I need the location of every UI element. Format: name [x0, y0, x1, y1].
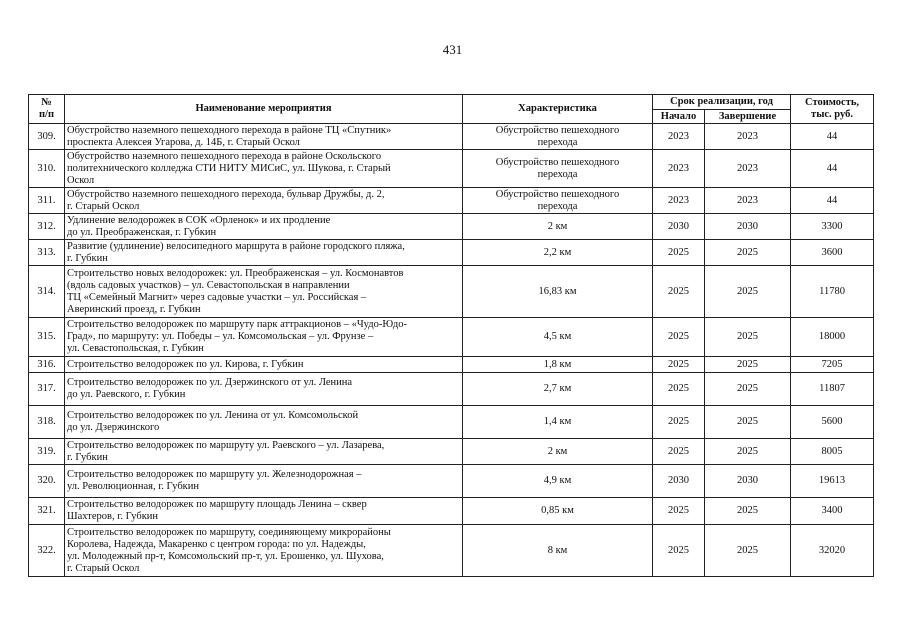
measure-name — [65, 439, 463, 465]
characteristic-line: перехода — [537, 168, 578, 180]
end-year: 2023 — [705, 124, 791, 150]
characteristic — [463, 498, 653, 525]
row-number: 314. — [29, 266, 65, 318]
header-start: Начало — [653, 110, 705, 124]
measure-name-line: Обустройство наземного пешеходного перехода, бульвар Дружбы, д. 2, — [67, 188, 385, 200]
end-year: 2025 — [705, 318, 791, 357]
end-year: 2025 — [705, 525, 791, 577]
cost-value: 8005 — [791, 439, 874, 465]
end-year: 2030 — [705, 465, 791, 498]
header-cost: Стоимость, тыс. руб. — [791, 95, 874, 124]
table-row — [29, 498, 874, 525]
row-number: 321. — [29, 498, 65, 525]
measure-name — [65, 357, 463, 373]
characteristic — [463, 150, 653, 188]
characteristic-line: 1,4 км — [543, 416, 572, 427]
measure-name-line: Обустройство наземного пешеходного перехода в районе ТЦ «Спутник» — [67, 124, 392, 136]
start-year: 2025 — [653, 498, 705, 525]
table-row — [29, 465, 874, 498]
cost-value: 5600 — [791, 406, 874, 439]
measure-name-line: до ул. Дзержинского — [67, 422, 160, 433]
cost-value: 18000 — [791, 318, 874, 357]
cost-value: 3300 — [791, 214, 874, 240]
measure-name-line: Строительство велодорожек по маршруту ул. Железнодорожная – — [67, 469, 362, 480]
characteristic-line: 16,83 км — [538, 285, 577, 297]
header-end: Завершение — [705, 110, 791, 124]
table-row — [29, 214, 874, 240]
start-year: 2023 — [653, 150, 705, 188]
table-row — [29, 357, 874, 373]
measure-name-line: Строительство новых велодорожек: ул. Преображенская – ул. Космонавтов — [67, 267, 404, 279]
measure-name — [65, 124, 463, 150]
characteristic — [463, 357, 653, 373]
measure-name — [65, 188, 463, 214]
characteristic — [463, 188, 653, 214]
measure-name — [65, 266, 463, 318]
measure-name-line: политехнического колледжа СТИ НИТУ МИСиС, ул. Шукова, г. Старый — [67, 162, 391, 174]
measure-name — [65, 150, 463, 188]
measure-name-line: Обустройство наземного пешеходного перехода в районе Оскольского — [67, 150, 382, 162]
start-year: 2023 — [653, 188, 705, 214]
end-year: 2025 — [705, 439, 791, 465]
row-number: 315. — [29, 318, 65, 357]
characteristic-line: 4,9 км — [543, 475, 572, 486]
end-year: 2023 — [705, 150, 791, 188]
characteristic-line: 1,8 км — [543, 358, 572, 370]
characteristic — [463, 439, 653, 465]
measure-name — [65, 240, 463, 266]
characteristic — [463, 318, 653, 357]
measures-table — [28, 94, 874, 577]
cost-value: 44 — [791, 150, 874, 188]
end-year: 2025 — [705, 240, 791, 266]
measure-name — [65, 498, 463, 525]
header-num: № п/п — [29, 95, 65, 124]
table-row — [29, 188, 874, 214]
end-year: 2025 — [705, 357, 791, 373]
characteristic — [463, 525, 653, 577]
table-row — [29, 150, 874, 188]
row-number: 311. — [29, 188, 65, 214]
table-row — [29, 439, 874, 465]
measure-name — [65, 465, 463, 498]
start-year: 2025 — [653, 357, 705, 373]
end-year: 2025 — [705, 406, 791, 439]
measure-name-line: ТЦ «Семейный Магнит» через садовые участки – ул. Российская – — [67, 291, 367, 303]
characteristic — [463, 240, 653, 266]
row-number: 322. — [29, 525, 65, 577]
table-row — [29, 373, 874, 406]
measure-name-line: г. Старый Оскол — [67, 562, 140, 574]
row-number: 316. — [29, 357, 65, 373]
start-year: 2025 — [653, 373, 705, 406]
measure-name-line: г. Старый Оскол — [67, 200, 140, 212]
header-period: Срок реализации, год — [653, 95, 791, 110]
start-year: 2025 — [653, 439, 705, 465]
measure-name-line: проспекта Алексея Угарова, д. 14Б, г. Старый Оскол — [67, 136, 300, 148]
row-number: 310. — [29, 150, 65, 188]
measure-name-line: г. Губкин — [67, 451, 108, 463]
row-number: 312. — [29, 214, 65, 240]
characteristic — [463, 124, 653, 150]
cost-value: 3400 — [791, 498, 874, 525]
row-number: 313. — [29, 240, 65, 266]
measure-name — [65, 373, 463, 406]
measure-name-line: до ул. Раевского, г. Губкин — [67, 389, 186, 400]
header-characteristic: Характеристика — [463, 95, 653, 124]
characteristic-line: 0,85 км — [541, 505, 574, 516]
cost-value: 11807 — [791, 373, 874, 406]
end-year: 2025 — [705, 373, 791, 406]
measure-name — [65, 318, 463, 357]
measure-name-line: Оскол — [67, 174, 95, 186]
start-year: 2025 — [653, 406, 705, 439]
characteristic — [463, 465, 653, 498]
cost-value: 19613 — [791, 465, 874, 498]
header-name: Наименование мероприятия — [65, 95, 463, 124]
row-number: 320. — [29, 465, 65, 498]
characteristic-line: Обустройство пешеходного — [495, 156, 620, 168]
cost-value: 3600 — [791, 240, 874, 266]
characteristic-line: 4,5 км — [543, 331, 572, 342]
row-number: 318. — [29, 406, 65, 439]
measure-name — [65, 525, 463, 577]
start-year: 2025 — [653, 318, 705, 357]
characteristic-line: 2,7 км — [543, 383, 572, 394]
characteristic — [463, 214, 653, 240]
row-number: 309. — [29, 124, 65, 150]
table-row — [29, 406, 874, 439]
table-row — [29, 240, 874, 266]
measure-name-line: Строительство велодорожек по маршруту, соединяющему микрорайоны — [67, 526, 391, 538]
measure-name — [65, 406, 463, 439]
start-year: 2030 — [653, 214, 705, 240]
characteristic-line: 2 км — [547, 445, 568, 457]
measure-name-line: до ул. Преображенская, г. Губкин — [67, 226, 217, 238]
characteristic — [463, 266, 653, 318]
measure-name-line: Строительство велодорожек по маршруту площадь Ленина – сквер — [67, 499, 367, 510]
characteristic-line: 2 км — [547, 220, 568, 232]
measure-name-line: г. Губкин — [67, 252, 108, 264]
measure-name-line: (вдоль садовых участков) – ул. Севастопольская в направлении — [67, 279, 350, 291]
measure-name-line: Строительство велодорожек по ул. Кирова, г. Губкин — [67, 358, 304, 370]
table-row — [29, 124, 874, 150]
start-year: 2025 — [653, 266, 705, 318]
row-number: 319. — [29, 439, 65, 465]
measure-name-line: ул. Севастопольская, г. Губкин — [67, 343, 204, 354]
cost-value: 44 — [791, 124, 874, 150]
measure-name-line: Аверинский проезд, г. Губкин — [67, 303, 201, 315]
measure-name-line: ул. Революционная, г. Губкин — [67, 481, 200, 492]
start-year: 2023 — [653, 124, 705, 150]
start-year: 2025 — [653, 525, 705, 577]
table-row — [29, 525, 874, 577]
measure-name-line: Строительство велодорожек по маршруту парк аттракционов – «Чудо-Юдо- — [67, 319, 407, 330]
end-year: 2025 — [705, 498, 791, 525]
characteristic-line: Обустройство пешеходного — [495, 124, 620, 136]
start-year: 2030 — [653, 465, 705, 498]
characteristic-line: Обустройство пешеходного — [495, 188, 620, 200]
measure-name-line: Строительство велодорожек по ул. Дзержинского от ул. Ленина — [67, 377, 353, 388]
characteristic-line: перехода — [537, 136, 578, 148]
cost-value: 11780 — [791, 266, 874, 318]
characteristic — [463, 406, 653, 439]
row-number: 317. — [29, 373, 65, 406]
characteristic — [463, 373, 653, 406]
measure-name-line: Строительство велодорожек по маршруту ул. Раевского – ул. Лазарева, — [67, 439, 385, 451]
measure-name — [65, 214, 463, 240]
characteristic-line: 8 км — [547, 544, 568, 556]
measure-name-line: ул. Молодежный пр-т, Комсомольский пр-т, ул. Ерошенко, ул. Шухова, — [67, 550, 384, 562]
measure-name-line: Строительство велодорожек по ул. Ленина от ул. Комсомольской — [67, 410, 359, 421]
measure-name-line: Шахтеров, г. Губкин — [67, 511, 159, 522]
measure-name-line: Град», по маршруту: ул. Победы – ул. Комсомольская – ул. Фрунзе – — [67, 331, 374, 342]
characteristic-line: 2,2 км — [543, 246, 572, 258]
end-year: 2025 — [705, 266, 791, 318]
cost-value: 32020 — [791, 525, 874, 577]
measure-name-line: Удлинение велодорожек в СОК «Орленок» и их продление — [67, 214, 331, 226]
characteristic-line: перехода — [537, 200, 578, 212]
measure-name-line: Королева, Надежда, Макаренко с центром города: по ул. Надежды, — [67, 538, 366, 550]
page-number: 431 — [442, 42, 463, 57]
start-year: 2025 — [653, 240, 705, 266]
cost-value: 7205 — [791, 357, 874, 373]
table-row — [29, 266, 874, 318]
end-year: 2030 — [705, 214, 791, 240]
cost-value: 44 — [791, 188, 874, 214]
table-row — [29, 318, 874, 357]
end-year: 2023 — [705, 188, 791, 214]
measure-name-line: Развитие (удлинение) велосипедного маршрута в районе городского пляжа, — [67, 240, 405, 252]
